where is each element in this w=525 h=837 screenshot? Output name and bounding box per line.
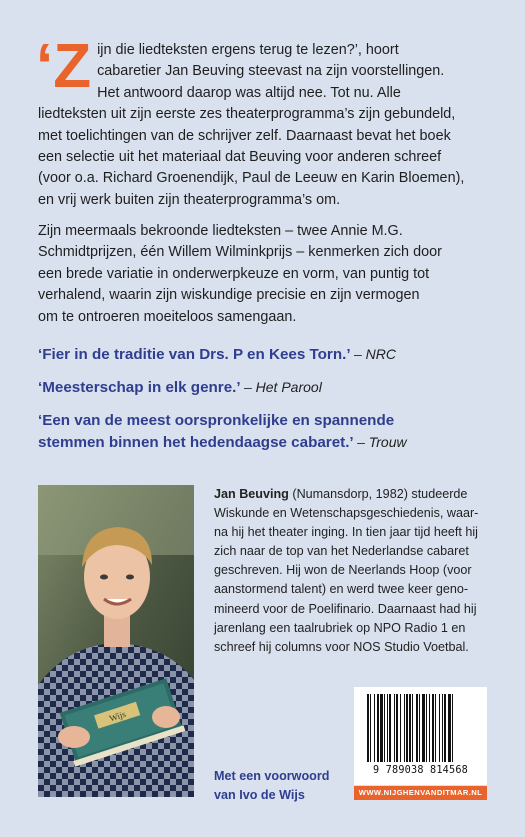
author-bio [214, 485, 492, 657]
intro-line: en vrij werk buiten zijn theaterprogramma’s om. [38, 191, 341, 208]
barcode-bar [380, 694, 383, 762]
barcode-bar [409, 694, 411, 762]
barcode-bar [426, 694, 427, 762]
isbn-number: 9 789038 814568 [372, 765, 468, 776]
publisher-url: WWW.NIJGHENVANDITMAR.NL [354, 786, 487, 800]
blurb-intro [36, 32, 498, 211]
author-name: Jan Beuving [214, 487, 289, 501]
barcode-bar [435, 694, 436, 762]
drop-cap: ‘Z [36, 32, 92, 101]
quote-text: stemmen binnen het hedendaagse cabaret.’ [38, 433, 353, 451]
foreword-line: van Ivo de Wijs [214, 788, 305, 802]
barcode-bar [432, 694, 434, 762]
author-photo [38, 485, 194, 797]
barcode-bar [370, 694, 371, 762]
barcode-bar [367, 694, 369, 762]
quote-source: – Het Parool [243, 379, 322, 395]
barcode-bar [419, 694, 420, 762]
foreword-credit [214, 767, 364, 805]
bio-line: mineerd voor de Poelifinario. Daarnaast had hij [214, 601, 477, 616]
barcode-bar [377, 694, 379, 762]
barcode-bar [412, 694, 413, 762]
foreword-line: Met een voorwoord [214, 769, 330, 783]
barcode-bar [422, 694, 425, 762]
barcode-bar [394, 694, 395, 762]
bio-line: na hij het theater inging. In tien jaar tijd heeft hij [214, 525, 478, 540]
paragraph-line: Zijn meermaals bekroonde liedteksten – twee Annie M.G. [38, 223, 403, 239]
paragraph-line: Schmidtprijzen, één Willem Wilminkprijs – kenmerken zich door [38, 244, 442, 261]
barcode-bar [452, 694, 453, 762]
intro-line: Het antwoord daarop was altijd nee. Tot nu. Alle [97, 84, 401, 101]
review-quote-nrc [38, 344, 508, 366]
paragraph-line: een brede variatie in onderwerpkeuze en vorm, van puntig tot [38, 265, 430, 282]
bio-line: geschreven. Hij won de Neerlands Hoop (voor [214, 563, 472, 578]
quote-source: – Trouw [357, 433, 407, 450]
quote-text: ‘Een van de meest oorspronkelijke en spannende [38, 412, 395, 429]
quote-source: – NRC [353, 346, 396, 362]
barcode-bar [387, 694, 388, 762]
intro-line: met toelichtingen van de schrijver zelf. Daarnaast bevat het boek [38, 127, 451, 144]
review-quote-parool [38, 377, 508, 399]
barcode-bar [416, 694, 418, 762]
intro-line: een selectie uit het materiaal dat Beuving voor anderen schreef [38, 149, 442, 166]
bio-line: (Numansdorp, 1982) studeerde [288, 487, 468, 501]
barcode-bar [448, 694, 451, 762]
bio-line: zich naar de top van het Nederlandse cabaret [214, 544, 469, 559]
intro-line: (voor o.a. Richard Groenendijk, Paul de Leeuw en Karin Bloemen), [38, 170, 465, 187]
barcode-bar [406, 694, 408, 762]
bio-line: jarenlang een taalrubriek op NPO Radio 1 en [214, 620, 466, 635]
barcode-bar [439, 694, 440, 762]
barcode-bar [384, 694, 385, 762]
barcode-bar [389, 694, 391, 762]
barcode-bar [429, 694, 430, 762]
barcode-bar [404, 694, 405, 762]
barcode-bar [444, 694, 446, 762]
quote-text: ‘Meesterschap in elk genre.’ [38, 379, 240, 396]
review-quote-trouw [38, 410, 508, 453]
barcode [354, 687, 487, 785]
intro-line: ijn die liedteksten ergens terug te lezen?’, hoort [97, 42, 399, 58]
paragraph-line: verhalend, waarin zijn wiskundige precisie en zijn vermogen [38, 287, 420, 304]
paragraph-line: om te ontroeren moeiteloos samengaan. [38, 308, 297, 325]
barcode-bar [442, 694, 443, 762]
barcode-bar [374, 694, 375, 762]
author-portrait-illustration [38, 485, 194, 797]
barcode-bar [400, 694, 401, 762]
quote-text: ‘Fier in de traditie van Drs. P en Kees Torn.’ [38, 346, 350, 363]
barcode-bars [367, 694, 474, 764]
blurb-paragraph-2 [38, 221, 503, 328]
bio-line: schreef hij columns voor NOS Studio Voetbal. [214, 639, 469, 654]
bio-line: Wiskunde en Wetenschapsgeschiedenis, waar- [214, 506, 479, 521]
barcode-bar [396, 694, 398, 762]
book-cover-text: Wijs [108, 708, 127, 724]
bio-line: aanstormend talent) en werd twee keer geno- [214, 582, 469, 597]
intro-line: liedteksten uit zijn eerste zes theaterprogramma’s zijn gebundeld, [38, 106, 456, 123]
intro-line: cabaretier Jan Beuving steevast na zijn voorstellingen. [97, 63, 445, 80]
